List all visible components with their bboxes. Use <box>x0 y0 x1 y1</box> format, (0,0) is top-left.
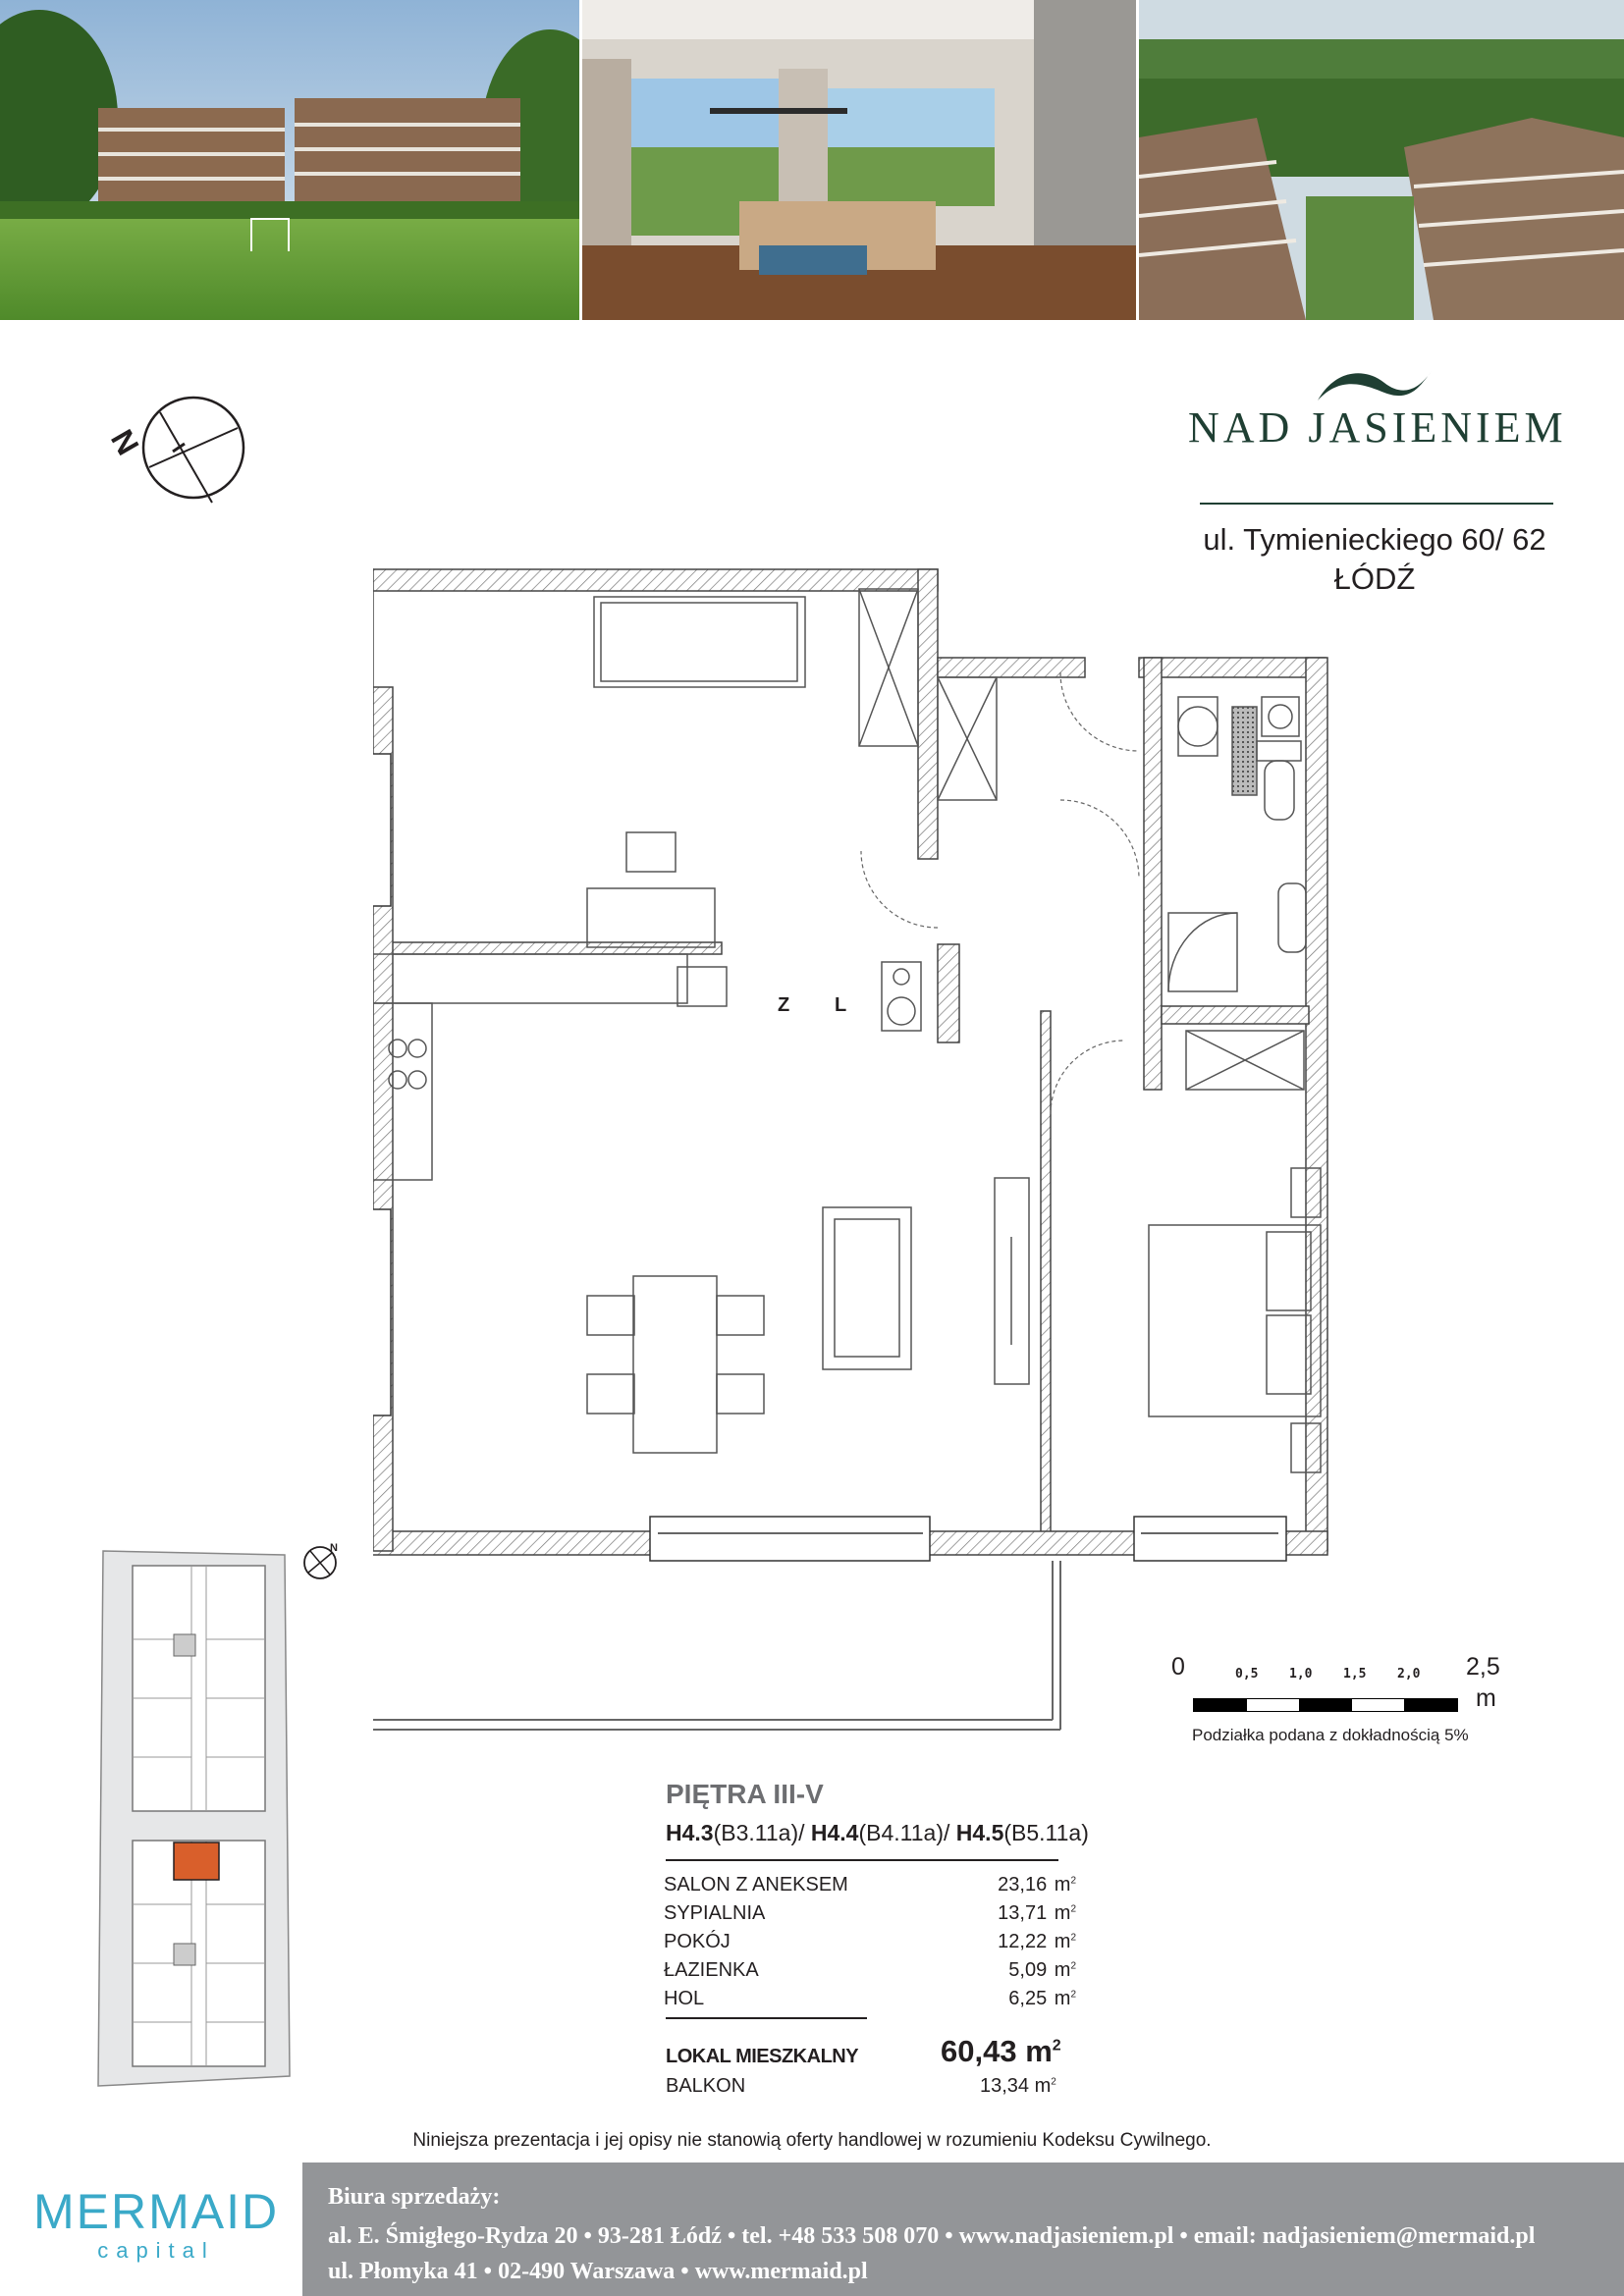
room-area: 12,22 <box>998 1931 1048 1952</box>
door-swings <box>861 672 1139 1114</box>
room-area: 23,16 <box>998 1874 1048 1896</box>
room-name: HOL <box>664 1988 705 2009</box>
address-city: ŁÓDŹ <box>1333 561 1416 596</box>
scale-bar <box>1193 1698 1458 1712</box>
footer-address-lodz: al. E. Śmigłego-Rydza 20 • 93-281 Łódź • tel. +48 533 508 070 • www.nadjasieniem.pl • email: nadjasieniem@mermaid.pl <box>328 2223 1536 2249</box>
developer-subname: capital <box>97 2238 215 2263</box>
balcony-label: BALKON <box>666 2075 746 2097</box>
fridge-label: Z <box>778 994 790 1016</box>
unit-ref: (B5.11a) <box>1003 1820 1089 1845</box>
scale-max: 2,5 <box>1466 1653 1500 1681</box>
legal-disclaimer: Niniejsza prezentacja i jej opisy nie stanowią oferty handlowej w rozumieniu Kodeksu Cywilnego. <box>412 2130 1212 2151</box>
keyplan-north-icon <box>300 1539 342 1587</box>
photo-buildings-park <box>0 0 579 320</box>
room-name: SYPIALNIA <box>664 1902 766 1924</box>
room-name: ŁAZIENKA <box>664 1959 759 1981</box>
table-row <box>664 1956 1076 1985</box>
scale-zero: 0 <box>1171 1653 1185 1681</box>
keyplan-north-label: N <box>330 1542 338 1554</box>
room-area-unit: $m^2$ <box>1054 1988 1076 2009</box>
compass-north-label: N <box>103 423 146 461</box>
table-row <box>664 1871 1076 1899</box>
total-label: LOKAL MIESZKALNY <box>666 2046 859 2067</box>
table-row <box>664 1928 1076 1956</box>
room-name: POKÓJ <box>664 1931 731 1952</box>
unit-code: H4.5 <box>955 1820 1004 1845</box>
footer-address-warszawa: ul. Płomyka 41 • 02-490 Warszawa • www.mermaid.pl <box>328 2259 868 2284</box>
highlighted-unit <box>174 1842 219 1880</box>
room-area-unit: $m^2$ <box>1054 1874 1076 1896</box>
room-area: 13,71 <box>998 1902 1048 1924</box>
scale-tick-2-0: 2,0 <box>1397 1667 1421 1682</box>
room-area-table <box>664 1871 1076 2013</box>
room-area-unit: $m^2$ <box>1054 1959 1076 1981</box>
scale-unit: m <box>1476 1684 1496 1712</box>
scale-tick-1-0: 1,0 <box>1289 1667 1313 1682</box>
unit-ref: (B3.11a)/ <box>713 1820 811 1845</box>
table-divider <box>666 2017 867 2019</box>
sales-office-footer <box>302 2163 1624 2296</box>
table-row <box>664 1899 1076 1928</box>
scale-tick-0-5: 0,5 <box>1235 1667 1259 1682</box>
furniture <box>373 589 1321 1472</box>
photo-living-room <box>582 0 1136 320</box>
brand-logo <box>1188 363 1567 453</box>
developer-name: MERMAID <box>33 2184 280 2239</box>
table-divider <box>666 1859 1058 1861</box>
scale-note: Podziałka podana z dokładnością 5% <box>1192 1726 1469 1744</box>
walls <box>373 569 1327 1555</box>
compass-north-icon <box>90 393 257 515</box>
floor-title: PIĘTRA III-V <box>666 1779 824 1809</box>
unit-code: H4.4 <box>810 1820 859 1845</box>
balcony-value: 13,34 $m^2$ <box>980 2075 1056 2097</box>
developer-logo <box>33 2184 280 2264</box>
freezer-label: L <box>835 994 847 1016</box>
photo-aerial-buildings <box>1139 0 1624 320</box>
room-area-unit: $m^2$ <box>1054 1902 1076 1924</box>
unit-code: H4.3 <box>666 1820 714 1845</box>
table-row <box>664 1985 1076 2013</box>
wave-logo-icon <box>1316 363 1434 406</box>
address-street: ul. Tymienieckiego 60/ 62 <box>1203 522 1546 557</box>
footer-title: Biura sprzedaży: <box>328 2184 501 2210</box>
floor-plan <box>373 560 1394 1742</box>
unit-ref: (B4.11a)/ <box>858 1820 956 1845</box>
room-area: 6,25 <box>1008 1988 1048 2009</box>
room-area: 5,09 <box>1008 1959 1048 1981</box>
room-area-unit: $m^2$ <box>1054 1931 1076 1952</box>
room-name: SALON Z ANEKSEM <box>664 1874 848 1896</box>
scale-tick-1-5: 1,5 <box>1343 1667 1367 1682</box>
unit-codes <box>666 1820 1089 1846</box>
total-value: 60,43 $m^2$ <box>941 2034 1061 2068</box>
brand-divider <box>1200 503 1553 505</box>
building-key-plan <box>93 1541 349 2106</box>
brand-name: NAD JASIENIEM <box>1188 403 1567 452</box>
